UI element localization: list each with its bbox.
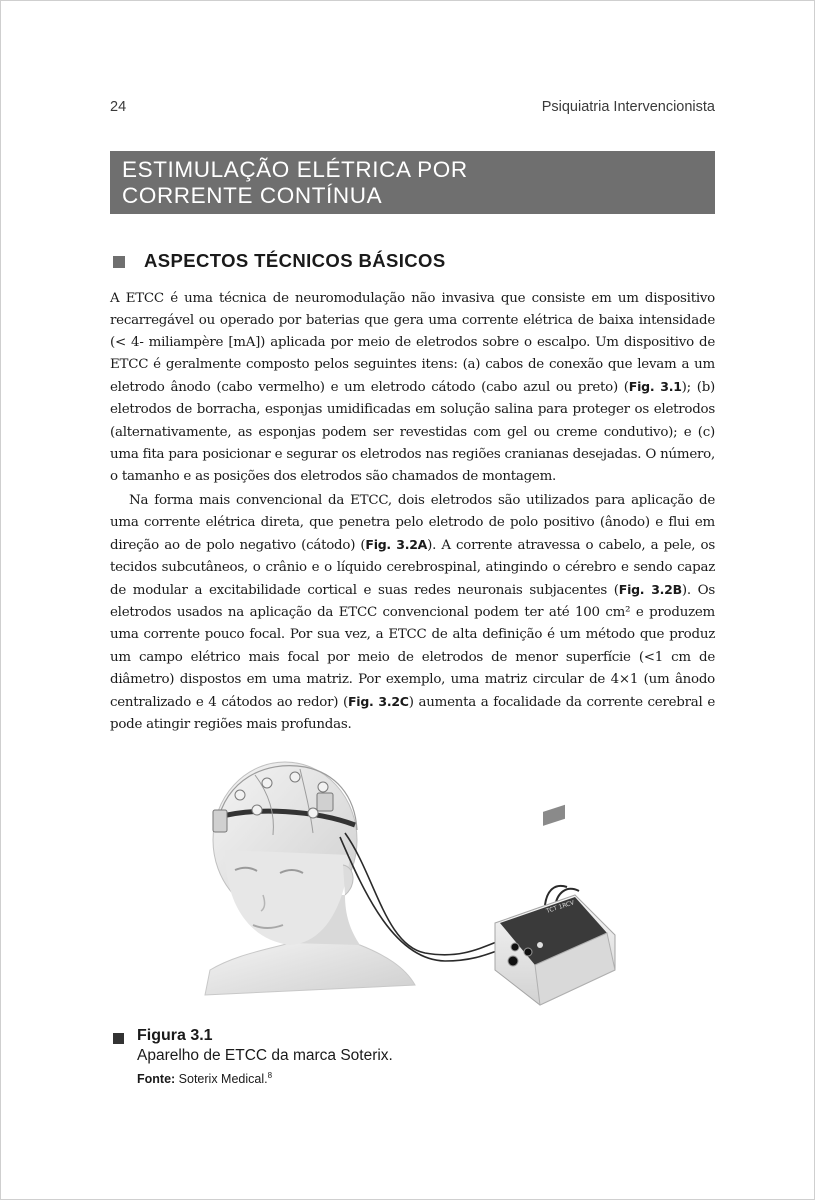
paragraph-2 <box>110 490 715 736</box>
section-heading <box>113 250 713 276</box>
paragraph-text: ); (b) eletrodos de borracha, esponjas umidificadas em solução salina para proteger os eletrodos (alternativamente, as esponjas podem ser revestidas com gel ou creme condutivo); e (c) uma fita para posicionar e segurar os eletrodos nas regiões cranianas desejadas. O número, o tamanho e as posições dos eletrodos são chamados de montagem. <box>110 380 716 484</box>
body-text <box>110 288 715 736</box>
square-bullet-icon <box>113 256 125 268</box>
chapter-title <box>122 157 703 209</box>
chapter-title-line-2: CORRENTE CONTÍNUA <box>122 183 383 208</box>
chapter-banner <box>110 151 715 214</box>
figure-reference[interactable]: Fig. 3.1 <box>628 379 682 395</box>
book-title: Psiquiatria Intervencionista <box>541 99 715 115</box>
tdcs-device-illustration <box>195 755 625 1015</box>
caption-text: Aparelho de ETCC da marca Soterix. <box>137 1047 393 1064</box>
figure-reference[interactable]: Fig. 3.2B <box>618 582 682 598</box>
paragraph-text: ). A corrente atravessa o cabelo, a pele, os tecidos subcutâneos, o crânio e o líquido cerebrospinal, atingindo o cérebro e sendo capaz de modular a excitabilidade cortical e suas redes neuronais subjacentes ( <box>110 538 715 599</box>
source-label: Fonte: <box>137 1072 176 1087</box>
caption-source <box>137 1071 272 1086</box>
paragraph-text: ). Os eletrodos usados na aplicação da ETCC convencional podem ter até 100 cm² e produzem uma corrente pouco focal. Por sua vez, a ETCC de alta definição é um método que produz um campo elétrico mais focal por meio de eletrodos de menor superfície (<1 cm de diâmetro) dispostos em uma matriz. Por exemplo, uma matriz circular de 4×1 (um ânodo centralizado e 4 cátodos ao redor) ( <box>110 583 715 710</box>
chapter-title-line-1: ESTIMULAÇÃO ELÉTRICA POR <box>122 157 468 182</box>
source-reference[interactable]: 8 <box>267 1071 273 1080</box>
figure-reference[interactable]: Fig. 3.2A <box>365 537 428 553</box>
tdcs-stimulator-device <box>495 805 615 1005</box>
figure-3-1 <box>195 755 625 1015</box>
page-number: 24 <box>110 99 127 115</box>
figure-reference[interactable]: Fig. 3.2C <box>348 693 409 709</box>
paragraph-1 <box>110 288 715 488</box>
paragraph-text: Na forma mais convencional da ETCC, dois eletrodos são utilizados para aplicação de uma corrente elétrica direta, que penetra pelo eletrodo de polo positivo (ânodo) e flui em direção ao de polo negativo (cátodo) ( <box>110 492 715 554</box>
section-title: ASPECTOS TÉCNICOS BÁSICOS <box>144 250 446 271</box>
square-bullet-icon <box>113 1033 124 1044</box>
source-text: Soterix Medical. <box>178 1072 268 1087</box>
running-head <box>110 99 715 121</box>
paragraph-text: A ETCC é uma técnica de neuromodulação não invasiva que consiste em um dispositivo recarregável ou operado por baterias que gera uma corrente elétrica de baixa intensidade (< 4- miliampère [mA]) aplicada por meio de eletrodos sobre o escalpo. Um dispositivo de ETCC é geralmente composto pelos seguintes itens: (a) cabos de conexão que levam a um eletrodo ânodo (cabo vermelho) e um eletrodo cátodo (cabo azul ou preto) ( <box>110 291 715 396</box>
paragraph-text: ) aumenta a focalidade da corrente cerebral e pode atingir regiões mais profundas. <box>110 694 715 732</box>
caption-label: Figura 3.1 <box>137 1027 213 1044</box>
device-label: TCT 1RCV <box>545 899 576 915</box>
